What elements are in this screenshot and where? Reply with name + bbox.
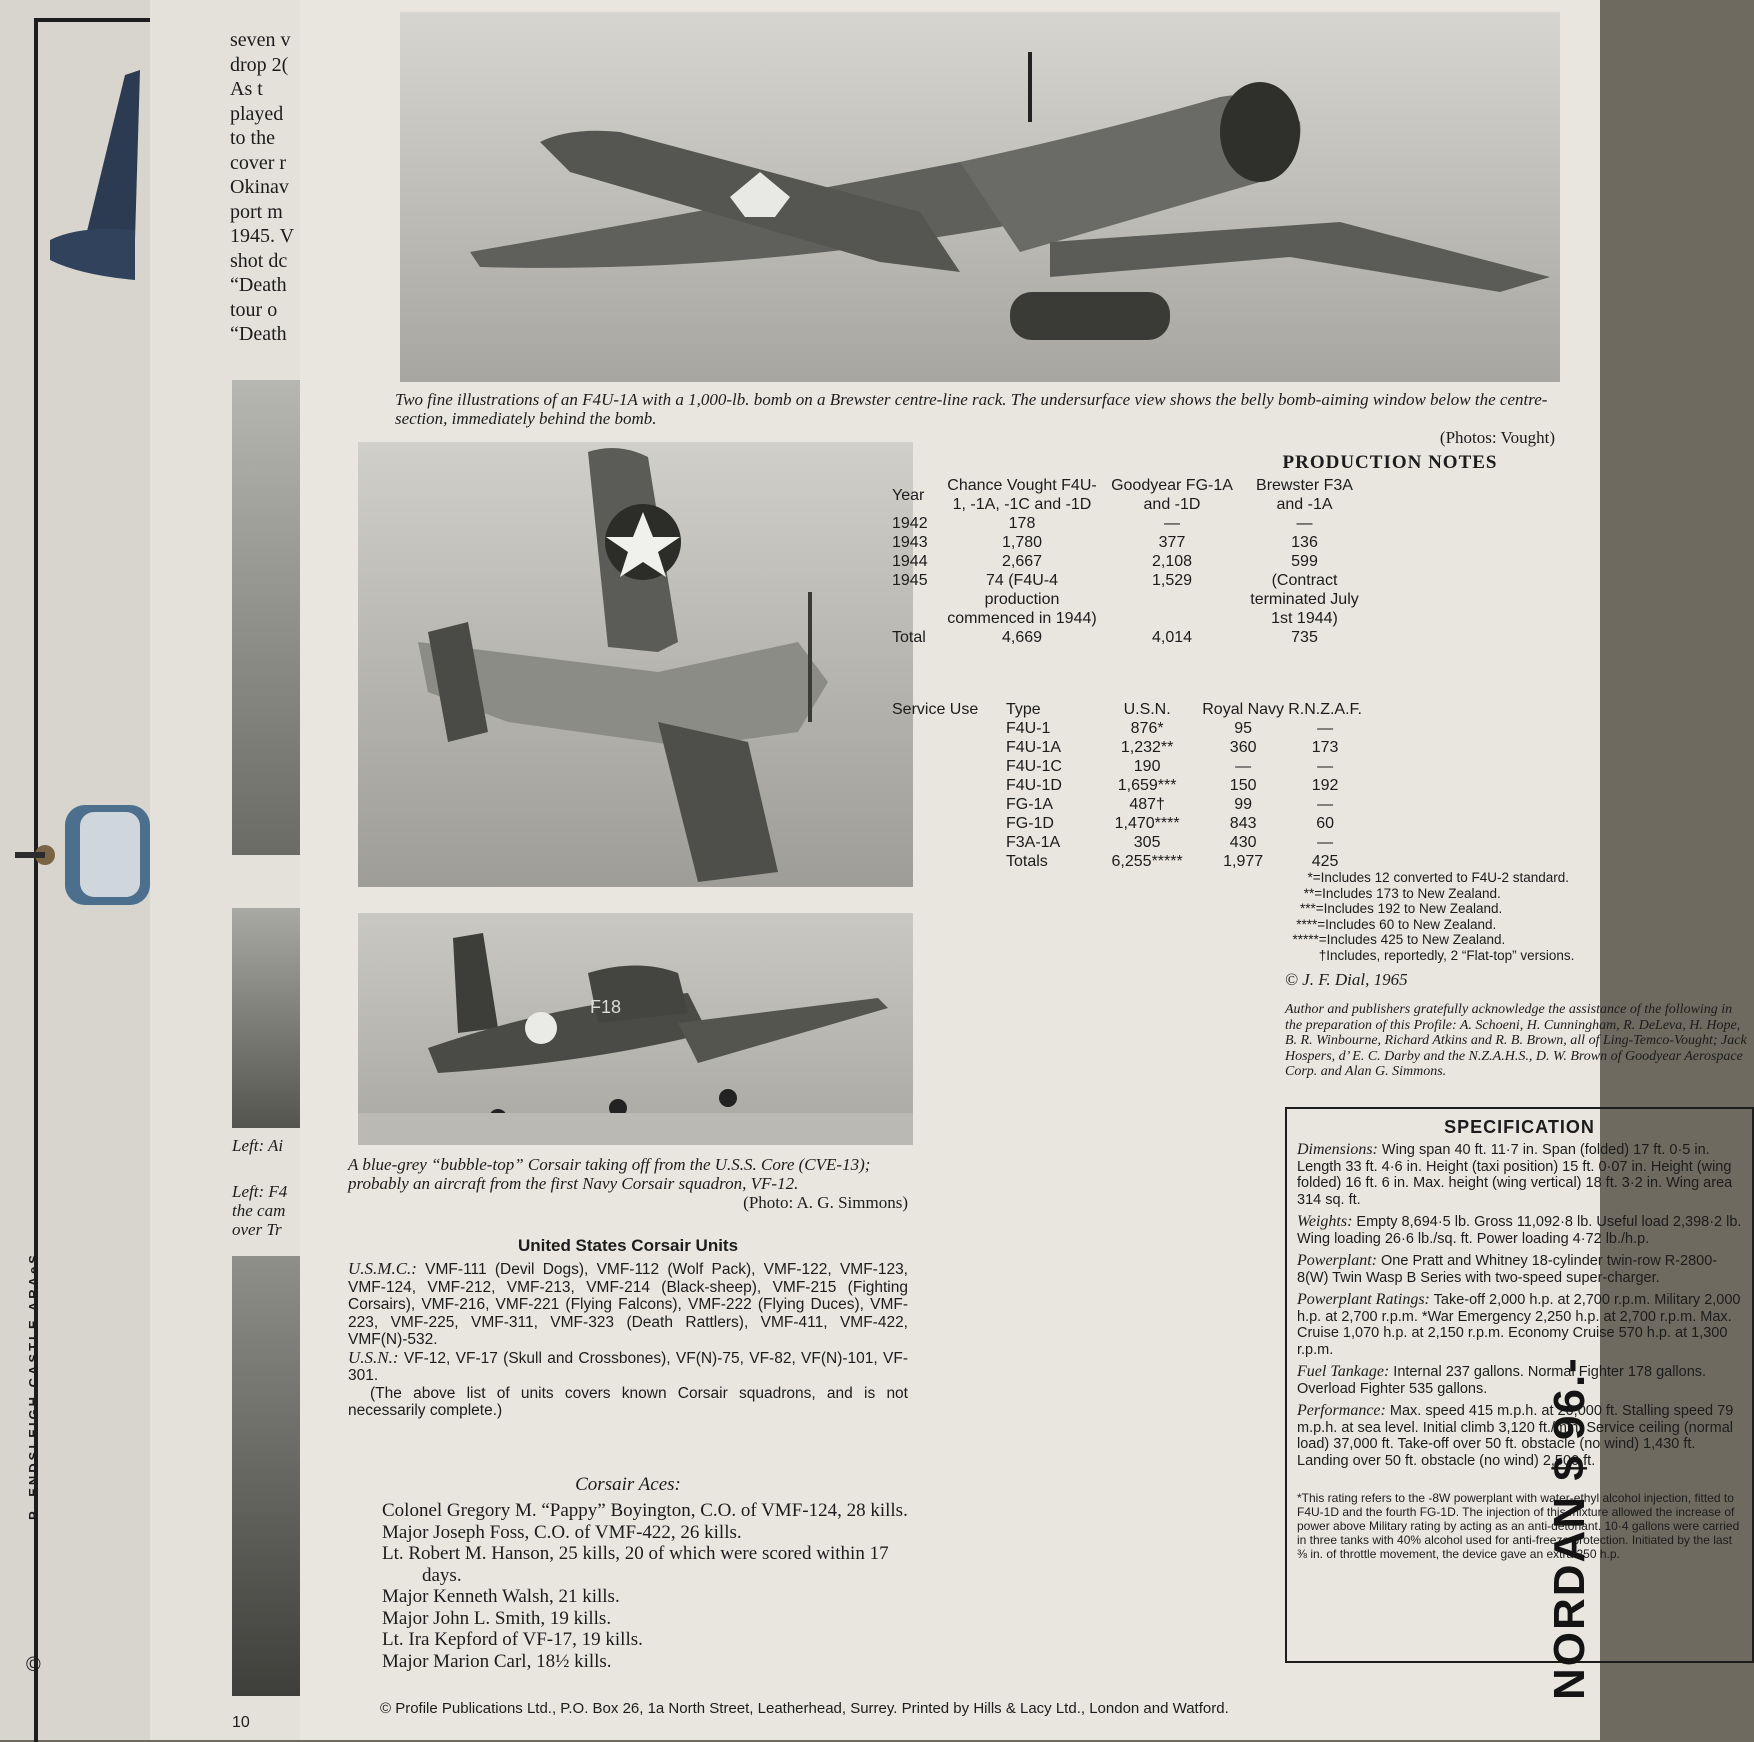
usmc-label: U.S.M.C.: (348, 1259, 417, 1278)
service-header-rnzaf: R.N.Z.A.F. (1288, 701, 1362, 718)
service-row (892, 852, 1362, 871)
specification-label: Powerplant Ratings: (1297, 1291, 1430, 1308)
service-spacer (892, 852, 1006, 871)
acknowledgement: Author and publishers gratefully acknowledge the assistance of the following in the preparation of this Profile: A. Schoeni, H. Cunningham, R. DeLeva, H. Hope, B. R. Winbourne, Richard Atkins and R. B. Brown, all of Ling-Temco-Vought; Jack Hospers, d’ E. C. Darby and the N.Z.A.H.S., D. W. Brown of Goodyear Aerospace Corp. and Alan G. Simmons. (1285, 1002, 1747, 1079)
text-fragment-line: As t (230, 78, 263, 100)
production-row (892, 514, 1362, 533)
copyright-dial: © J. F. Dial, 1965 (1285, 970, 1408, 989)
takeoff-photo-credit: (Photo: A. G. Simmons) (743, 1193, 908, 1212)
service-cell: 876* (1130, 720, 1164, 737)
specification-box (1285, 1107, 1754, 1663)
photo-f4u-banking (358, 442, 913, 887)
production-cell: 4,014 (1151, 629, 1193, 646)
production-cell: 136 (1291, 534, 1318, 551)
specification-item (1287, 1253, 1752, 1286)
production-cell: Total (892, 629, 926, 646)
service-footnote: *****=Includes 425 to New Zealand. (1285, 932, 1506, 947)
text-fragment-line: to the (230, 127, 275, 149)
service-row (892, 776, 1362, 795)
service-cell: F4U-1C (1005, 758, 1062, 775)
service-cell: 6,255***** (1111, 853, 1183, 870)
text-fragment-line: Okinav (230, 176, 289, 198)
service-cell: F4U-1D (1005, 777, 1062, 794)
specification-text: Internal 237 gallons. Normal Fighter 178 gallons. Overload Fighter 535 gallons. (1297, 1364, 1707, 1397)
production-table (892, 476, 1362, 647)
specification-label: Dimensions: (1297, 1141, 1378, 1158)
production-cell: 1,780 (1001, 534, 1043, 551)
aircraft-tail-illustration (40, 60, 150, 250)
service-cell: 305 (1133, 834, 1161, 851)
specification-label: Powerplant: (1297, 1252, 1377, 1269)
specification-label: Weights: (1297, 1213, 1353, 1230)
production-row (892, 533, 1362, 552)
service-cell: 1,232** (1120, 739, 1174, 756)
production-cell: 2,108 (1151, 553, 1193, 570)
text-fragment-line: seven v (230, 29, 291, 51)
service-header-row (892, 700, 1362, 719)
main-page (300, 0, 1747, 1740)
specification-text: Empty 8,694·5 lb. Gross 11,092·8 lb. Useful load 2,398·2 lb. Wing loading 26·6 lb./sq. ft. Power loading 4·72 lb./h.p. (1297, 1214, 1742, 1247)
aircraft-number-marking: F18 (590, 997, 622, 1017)
service-cell: 430 (1229, 834, 1257, 851)
service-header-type: Type (1005, 701, 1041, 718)
service-cell: FG-1D (1005, 815, 1054, 832)
caption-fragment-3: the cam (232, 1201, 286, 1220)
service-spacer (892, 776, 1006, 795)
photo-f4u-undersurface (400, 12, 1560, 382)
publisher-footer: © Profile Publications Ltd., P.O. Box 26, 1a North Street, Leatherhead, Surrey. Printed by Hills & Lacy Ltd., London and Watford. (380, 1700, 1229, 1717)
service-cell: 150 (1229, 777, 1257, 794)
service-footnote: ***=Includes 192 to New Zealand. (1285, 901, 1503, 916)
caption-fragment-4: over Tr (232, 1220, 282, 1239)
specification-item (1287, 1142, 1752, 1208)
service-cell: 190 (1133, 758, 1161, 775)
ace-entry: Major Marion Carl, 18½ kills. (382, 1650, 612, 1672)
text-fragment-line: cover r (230, 151, 287, 174)
production-row (892, 628, 1362, 647)
service-header-royal-navy: Royal Navy (1202, 701, 1285, 718)
production-header-row (892, 476, 1362, 514)
service-cell: — (1317, 720, 1334, 737)
top-photo-credit: (Photos: Vought) (1439, 428, 1555, 447)
ace-entry: Colonel Gregory M. “Pappy” Boyington, C.O. of VMF-124, 28 kills. (382, 1500, 908, 1521)
service-cell: 1,977 (1223, 853, 1264, 870)
service-spacer (892, 795, 1006, 814)
text-fragment-line: “Death (230, 274, 287, 296)
service-spacer (892, 814, 1006, 833)
service-use-label: Service Use (892, 701, 979, 718)
service-row (892, 757, 1362, 776)
specification-footnote: *This rating refers to the -8W powerplant with water-ethyl alcohol injection, fitted to F4U-1D and the fourth FG-1D. The injection of this mixture allowed the increase of power above Military rating by acting as an anti-detonant. 10·4 gallons were carried in three tanks with 40% alcohol used for anti-freeze protection. Initiated by the last ⅜ in. of throttle movement, the device gave an extra 250 h.p. (1297, 1491, 1740, 1561)
production-cell: — (1164, 515, 1180, 532)
production-cell: 1,529 (1151, 572, 1193, 589)
text-fragment-line: shot dc (230, 249, 288, 272)
usn-label: U.S.N.: (348, 1347, 399, 1367)
production-cell: — (1296, 515, 1313, 532)
service-cell: 95 (1234, 720, 1253, 737)
production-header-brewster: Brewster F3A and -1A (1256, 477, 1353, 513)
service-cell: 60 (1316, 815, 1334, 832)
service-cell: 843 (1229, 815, 1257, 832)
units-heading: United States Corsair Units (517, 1236, 739, 1255)
service-cell: 487† (1129, 796, 1165, 813)
service-cell: — (1317, 834, 1334, 851)
service-row (892, 833, 1362, 852)
service-spacer (892, 833, 1006, 852)
service-cell: — (1317, 758, 1334, 775)
service-spacer (892, 757, 1006, 776)
production-cell: 1945 (892, 572, 928, 589)
text-fragment-line: tour o (230, 298, 278, 321)
units-list (348, 1260, 908, 1420)
service-spacer (892, 738, 1006, 757)
service-cell: 99 (1234, 796, 1253, 813)
specification-item (1287, 1292, 1752, 1358)
copyright-symbol: © (26, 1654, 41, 1676)
specification-item (1287, 1214, 1752, 1247)
production-header-goodyear: Goodyear FG-1A and -1D (1111, 477, 1233, 513)
production-cell: 1942 (892, 515, 928, 532)
production-cell: (Contract terminated July 1st 1944) (1250, 572, 1359, 627)
service-cell: 425 (1311, 853, 1339, 870)
specification-text: Wing span 40 ft. 11·7 in. Span (folded) 17 ft. 0·5 in. Length 33 ft. 4·6 in. Height (taxi position) 15 ft. 0·07 in. Height (wing folded) 16 ft. 6 in. Max. height (wing vertical) 18 ft. 3·2 in. Wing area 314 sq. ft. (1297, 1142, 1733, 1208)
aces-heading: Corsair Aces: (575, 1474, 681, 1495)
photo-corsair-takeoff (358, 913, 913, 1145)
production-notes-heading: PRODUCTION NOTES (1282, 452, 1498, 473)
service-footnote: ****=Includes 60 to New Zealand. (1285, 916, 1497, 932)
ace-entry: Lt. Ira Kepford of VF-17, 19 kills. (382, 1629, 643, 1650)
production-cell: 2,667 (1001, 553, 1043, 570)
service-header-usn: U.S.N. (1123, 701, 1171, 718)
production-header-vought: Chance Vought F4U-1, -1A, -1C and -1D (947, 477, 1097, 513)
text-fragments (230, 28, 294, 347)
production-row (892, 571, 1362, 628)
service-cell: FG-1A (1005, 796, 1054, 813)
specification-heading: SPECIFICATION (1444, 1117, 1595, 1137)
photo-fragment-1 (232, 380, 302, 855)
ace-entry: Lt. Robert M. Hanson, 25 kills, 20 of which were scored within 17 days. (382, 1543, 889, 1586)
service-row (892, 719, 1362, 738)
usmc-units: VMF-111 (Devil Dogs), VMF-112 (Wolf Pack), VMF-122, VMF-123, VMF-124, VMF-212, VMF-213, VMF-214 (Black-sheep), VMF-215 (Fighting Corsairs), VMF-216, VMF-221 (Flying Falcons), VMF-222 (Flying Duces), VMF-223, VMF-225, VMF-311, VMF-323 (Death Rattlers), VMF-411, VMF-422, VMF(N)-532. (348, 1261, 908, 1348)
service-spacer (892, 719, 1006, 738)
service-row (892, 738, 1362, 757)
ace-entry: Major Joseph Foss, C.O. of VMF-422, 26 kills. (382, 1521, 742, 1543)
photo-fragment-2 (232, 908, 302, 1128)
top-photo-caption (395, 390, 1555, 447)
service-use-table (892, 700, 1362, 871)
service-cell: 360 (1229, 739, 1257, 756)
back-page-middle (150, 0, 300, 1740)
service-cell: Totals (1005, 853, 1048, 870)
service-row (892, 795, 1362, 814)
aircraft-nose-illustration (10, 800, 150, 910)
specification-label: Performance: (1297, 1402, 1386, 1419)
specification-label: Fuel Tankage: (1297, 1363, 1390, 1380)
production-cell: 4,669 (1001, 629, 1043, 646)
illustrator-credit: P. ENDSLEIGH CASTLE ARAeS (26, 1252, 41, 1520)
production-cell: 377 (1158, 534, 1186, 551)
production-cell: 178 (1008, 515, 1036, 532)
ace-entry: Major Kenneth Walsh, 21 kills. (382, 1586, 620, 1607)
service-cell: 173 (1311, 739, 1339, 756)
text-fragment-line: played (230, 102, 284, 125)
takeoff-photo-caption (348, 1155, 908, 1212)
production-cell: 735 (1291, 629, 1318, 646)
production-cell: 599 (1291, 553, 1318, 570)
service-cell: F4U-1A (1005, 739, 1062, 756)
service-cell: F4U-1 (1005, 720, 1051, 737)
photo-fragment-3 (232, 1256, 302, 1696)
service-footnotes (1285, 870, 1574, 963)
service-cell: — (1317, 796, 1334, 813)
units-note: (The above list of units covers known Corsair squadrons, and is not necessarily complete.) (348, 1384, 908, 1419)
service-cell: 1,470**** (1114, 815, 1180, 832)
production-header-year: Year (892, 486, 925, 504)
text-fragment-line: “Death (230, 323, 287, 345)
service-footnote: **=Includes 173 to New Zealand. (1285, 885, 1501, 901)
ace-entry: Major John L. Smith, 19 kills. (382, 1607, 612, 1629)
production-row (892, 552, 1362, 571)
aces-list (382, 1500, 912, 1672)
text-fragment-line: port m (230, 200, 283, 223)
service-footnote: *=Includes 12 converted to F4U-2 standard. (1285, 870, 1570, 885)
service-cell: F3A-1A (1005, 834, 1061, 851)
production-cell: 1944 (892, 553, 928, 570)
specification-text: One Pratt and Whitney 18-cylinder twin-row R-2800-8(W) Twin Wasp B Series with two-speed super-charger. (1297, 1253, 1718, 1286)
takeoff-caption-text: A blue-grey “bubble-top” Corsair taking off from the U.S.S. Core (CVE-13); probably an aircraft from the first Navy Corsair squadron, VF-12. (348, 1155, 871, 1193)
service-row (892, 814, 1362, 833)
service-footnote: †Includes, reportedly, 2 “Flat-top” versions. (1285, 947, 1575, 963)
service-cell: — (1235, 758, 1252, 775)
specification-item (1287, 1403, 1752, 1469)
specification-text: Max. speed 415 m.p.h. at 20,000 ft. Stalling speed 79 m.p.h. at sea level. Initial climb 3,120 ft./min. Service ceiling (normal load) 37,000 ft. Take-off over 50 ft. obstacle (no wind) 1,430 ft. Landing over 50 ft. obstacle (no wind) 2,500 ft. (1297, 1403, 1734, 1469)
service-cell: 192 (1311, 777, 1339, 794)
caption-fragment-2: Left: F4 (232, 1182, 288, 1201)
top-caption-text: Two fine illustrations of an F4U-1A with a 1,000-lb. bomb on a Brewster centre-line rack. The undersurface view shows the belly bomb-aiming window below the centre-section, immediately behind the bomb. (395, 390, 1548, 428)
text-fragment-line: drop 2( (230, 53, 289, 76)
production-cell: 74 (F4U-4 production commenced in 1944) (947, 572, 1097, 627)
usn-units: VF-12, VF-17 (Skull and Crossbones), VF(N)-75, VF-82, VF(N)-101, VF-301. (348, 1349, 908, 1384)
specification-item (1287, 1364, 1752, 1397)
page-number: 10 (232, 1714, 250, 1731)
production-cell: 1943 (892, 534, 928, 551)
price-stamp: NORDAN $ 96.- (1545, 1356, 1594, 1700)
caption-fragment-1: Left: Ai (232, 1136, 284, 1155)
text-fragment-line: 1945. V (230, 225, 295, 247)
service-cell: 1,659*** (1117, 777, 1177, 794)
specification-text: Take-off 2,000 h.p. at 2,700 r.p.m. Military 2,000 h.p. at 2,700 r.p.m. *War Emergency 2,250 h.p. at 2,700 r.p.m. Max. Cruise 1,070 h.p. at 2,150 r.p.m. Economy Cruise 570 h.p. at 1,300 r.p.m. (1297, 1292, 1741, 1358)
back-page-left (0, 0, 150, 1740)
